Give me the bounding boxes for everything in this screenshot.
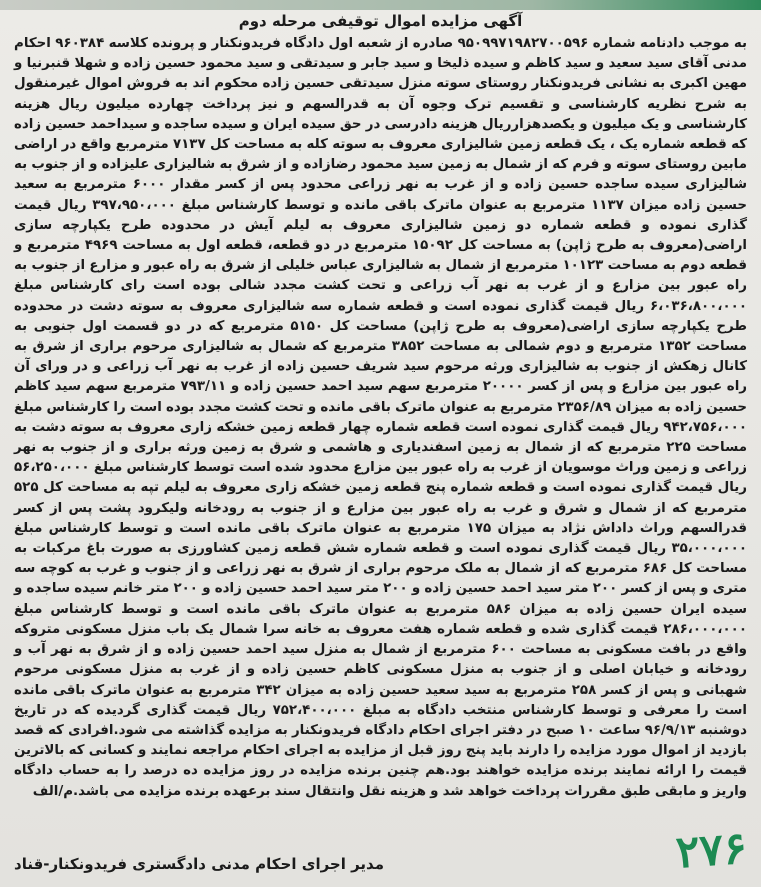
signature-line: مدیر اجرای احکام مدنی دادگستری فریدونکنار-قناد xyxy=(14,855,385,873)
notice-footer xyxy=(14,822,749,879)
handwritten-number: ۲۷۶ xyxy=(674,822,749,879)
notice-body: به موجب دادنامه شماره ۹۵۰۹۹۷۱۹۸۲۷۰۰۵۹۶ صادره از شعبه اول دادگاه فریدونکنار و پرونده کلاسه ۹۶۰۳۸۴ احکام مدنی آقای سید سعید و سید کاظم و سیده ذلیخا و سید جابر و سیدتقی و سید محمود حسین زاده و شهلا قنبرنیا و مهین اکبری به نشانی فریدونکنار روستای سوته منزل سیدتقی حسین زاده محکوم اند به فروش اموال غیرمنقول به شرح نظریه کارشناسی و تقسیم ترک وجوه آن به قدرالسهم و نیز پرداخت چهارده میلیون ریال هزینه کارشناسی و یک میلیون و یکصدهزارریال هزینه دادرسی در حق سیده ایران و سیده ساجده و سیداحمد حسین زاده که قطعه شماره یک ، یک قطعه زمین شالیزاری معروف به سوته کله به مساحت کل ۷۱۳۷ مترمربع واقع در اراضی مابین روستای سوته و فرم که از شمال به زمین سید محمود رضازاده و از شرق به شالیزاری علیزاده و از جنوب به شالیزاری سیده ساجده حسین زاده و از غرب به نهر زراعی محدود پس از کسر مقدار ۶۰۰۰ مترمربع به سعید حسین زاده میزان ۱۱۳۷ مترمربع به عنوان ماترک باقی مانده و توسط کارشناس مبلغ ۳۹۷،۹۵۰،۰۰۰ ریال قیمت گذاری نموده و قطعه شماره دو زمین شالیزاری معروف به لیلم آیش در محدوده طرح یکپارچه سازی اراضی(معروف به طرح ژاپن) به مساحت کل ۱۵۰۹۲ مترمربع در دو قطعه، قطعه اول به مساحت ۴۹۶۹ مترمربع و قطعه دوم به مساحت ۱۰۱۲۳ مترمربع از شمال به شالیزاری عباس خلیلی از شرق به راه عبور و مزارع از جنوب به راه عبور بین مزارع و از غرب به نهر آب زراعی و تحت کشت مجدد شالی بوده است رای کارشناس مبلغ ۶،۰۳۶،۸۰۰،۰۰۰ ریال قیمت گذاری نموده است و قطعه شماره سه شالیزاری معروف به سوته دشت در محدوده طرح یکپارچه سازی اراضی(معروف به طرح ژاپن) مساحت کل ۵۱۵۰ مترمربع که در دو قسمت اول جنوبی به مساحت ۱۳۵۲ مترمربع و دوم شمالی به مساحت ۳۸۵۲ مترمربع که شمال به شالیزاری مرحوم براری از شرق به کانال زهکش از جنوب به شالیزاری ورثه مرحوم سید شریف حسین زاده از غرب به نهر آب زراعی و در ورای آن راه عبور بین مزارع و پس از کسر ۲۰۰۰۰ مترمربع سهم سید احمد حسین زاده و ۷۹۳/۱۱ مترمربع سهم سید کاظم حسین زاده به میزان ۲۳۵۶/۸۹ مترمربع به عنوان ماترک باقی مانده و تحت کشت مجدد بوده است را کارشناس مبلغ ۹۴۲،۷۵۶،۰۰۰ ریال قیمت گذاری نموده است قطعه شماره چهار قطعه زمین خشکه زاری معروف به سوته دشت به مساحت ۲۲۵ مترمربع که از شمال به زمین اسفندیاری و هاشمی و شرق به زمین ورثه براری و از جنوب به نهر زراعی و زمین وراث موسویان از غرب به راه عبور بین مزارع محدود شده است توسط کارشناس مبلغ ۵۶،۲۵۰،۰۰۰ ریال قیمت گذاری نموده است و قطعه شماره پنج قطعه زمین خشکه زاری معروف به لیلم تپه به مساحت کل ۵۲۵ مترمربع که از شمال و شرق و غرب به راه عبور بین مزارع و از جنوب به رودخانه ولیکرود پشت پس از کسر قدرالسهم وراث داداش نژاد به میزان ۱۷۵ مترمربع به عنوان ماترک باقی مانده است و توسط کارشناس مبلغ ۳۵،۰۰۰،۰۰۰ ریال قیمت گذاری نموده است و قطعه شماره شش قطعه زمین کشاورزی به صورت باغ مرکبات به مساحت کل ۶۸۶ مترمربع که از شمال به ملک مرحوم براری از شرق به نهر زراعی و از جنوب و غرب به کوچه سه متری و پس از کسر ۲۰۰ متر سید احمد حسین زاده و ۲۰۰ متر سید احمد حسین زاده و ۲۰۰ متر خانم سیده ساجده و سیده ایران حسین زاده به میزان ۵۸۶ مترمربع به عنوان ماترک باقی مانده است و توسط کارشناس مبلغ ۲۸۶،۰۰۰،۰۰۰ قیمت گذاری شده و قطعه شماره هفت معروف به خانه سرا شمال یک باب منزل مسکونی متروکه واقع در بافت مسکونی به مساحت ۶۰۰ مترمربع از شمال به منزل سید احمد حسین زاده و از شرق به نهر آب و رودخانه و خیابان اصلی و از جنوب به منزل مسکونی کاظم حسین زاده و از غرب به منزل مسکونی مرحوم شهبانی و پس از کسر ۲۵۸ مترمربع به سید سعید حسین زاده به میزان ۳۴۲ مترمربع به عنوان ماترک باقی مانده است را معرفی و توسط کارشناس منتخب دادگاه به مبلغ ۷۵۲،۴۰۰،۰۰۰ ریال قیمت گذاری گردیده که در تاریخ دوشنبه ۹۶/۹/۱۳ ساعت ۱۰ صبح در دفتر اجرای احکام دادگاه فریدونکنار به مزایده گذاشته می شود.افرادی که قصد بازدید از اموال مورد مزایده را دارند باید پنج روز قبل از مزایده به اجرای احکام مراجعه نمایند و کسانی که بالاترین قیمت را ارائه نمایند برنده مزایده خواهند بود.هم چنین برنده مزایده در روز مزایده ده درصد را به حساب دادگاه واریز و مابقی طبق مقررات پرداخت خواهد شد و هزینه نقل وانتقال سند برعهده برنده مزایده می باشد.م/الف xyxy=(14,36,748,799)
notice-title: آگهی مزایده اموال توقیفی مرحله دوم xyxy=(238,12,523,30)
